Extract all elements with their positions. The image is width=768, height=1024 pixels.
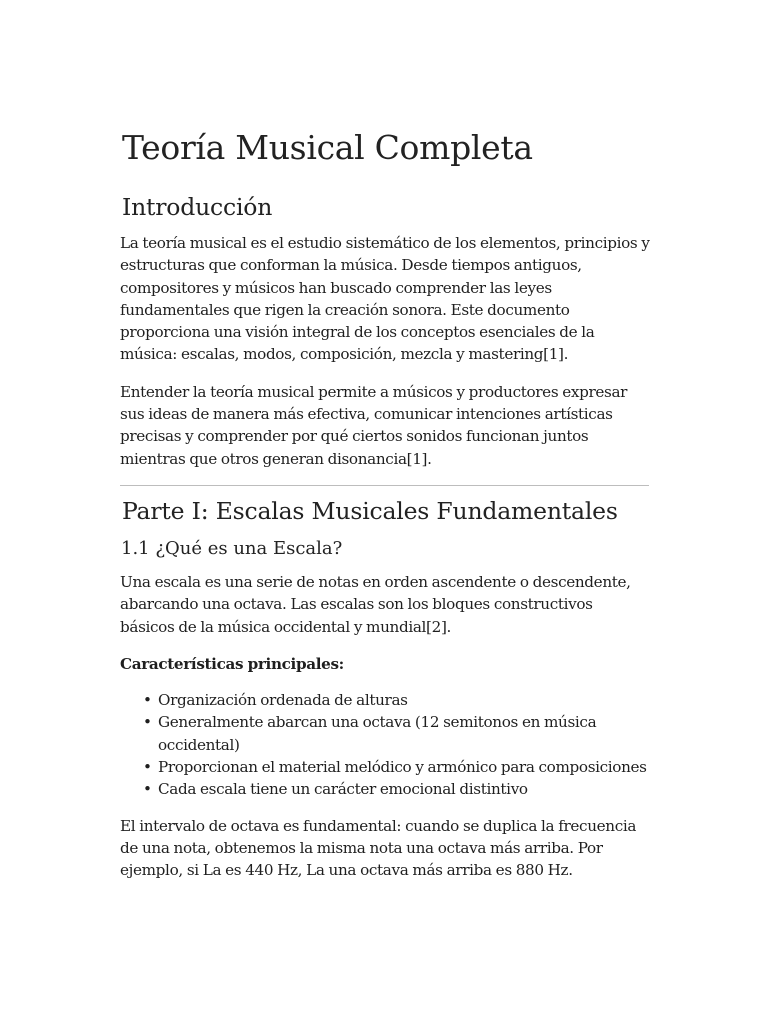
document-title: Teoría Musical Completa	[122, 128, 533, 167]
list-item	[143, 711, 650, 756]
section-1-1-heading: 1.1 ¿Qué es una Escala?	[121, 537, 343, 559]
intro-paragraph-1: La teoría musical es el estudio sistemático de los elementos, principios y estructuras que conforman la música. Desde tiempos antiguos, compositores y músicos han buscado comprender las leyes fundamentales que rigen la creación sonora. Este documento proporciona una visión integral de los conceptos esenciales de la música: escalas, modos, composición, mezcla y mastering[1].	[120, 234, 650, 364]
characteristics-label: Características principales:	[120, 654, 344, 673]
intro-heading: Introducción	[122, 193, 273, 221]
bullet-icon: •	[143, 691, 152, 710]
intro-paragraph-2: Entender la teoría musical permite a músicos y productores expresar sus ideas de manera más efectiva, comunicar intenciones artísticas precisas y comprender por qué ciertos sonidos funcionan juntos mientras que otros generan disonancia[1].	[120, 382, 628, 468]
bullet-icon: •	[143, 713, 152, 732]
list-item	[143, 689, 650, 711]
list-item-text: Generalmente abarcan una octava (12 semitonos en música occidental)	[158, 713, 597, 754]
list-item-text: Cada escala tiene un carácter emocional distintivo	[158, 780, 528, 799]
section-divider	[120, 485, 649, 486]
octave-paragraph: El intervalo de octava es fundamental: cuando se duplica la frecuencia de una nota, obtenemos la misma nota una octava más arriba. Por ejemplo, si La es 440 Hz, La una octava más arriba es 880 Hz.	[120, 816, 637, 880]
list-item-text: Organización ordenada de alturas	[158, 691, 408, 710]
characteristics-list	[120, 689, 650, 800]
list-item	[143, 778, 650, 800]
list-item	[143, 756, 650, 778]
document-page	[120, 126, 650, 897]
bullet-icon: •	[143, 758, 152, 777]
section-1-1-paragraph: Una escala es una serie de notas en orden ascendente o descendente, abarcando una octava. Las escalas son los bloques constructivos básicos de la música occidental y mundial[2].	[120, 572, 631, 636]
list-item-text: Proporcionan el material melódico y armónico para composiciones	[158, 758, 647, 777]
part1-heading: Parte I: Escalas Musicales Fundamentales	[122, 496, 618, 525]
bullet-icon: •	[143, 780, 152, 799]
